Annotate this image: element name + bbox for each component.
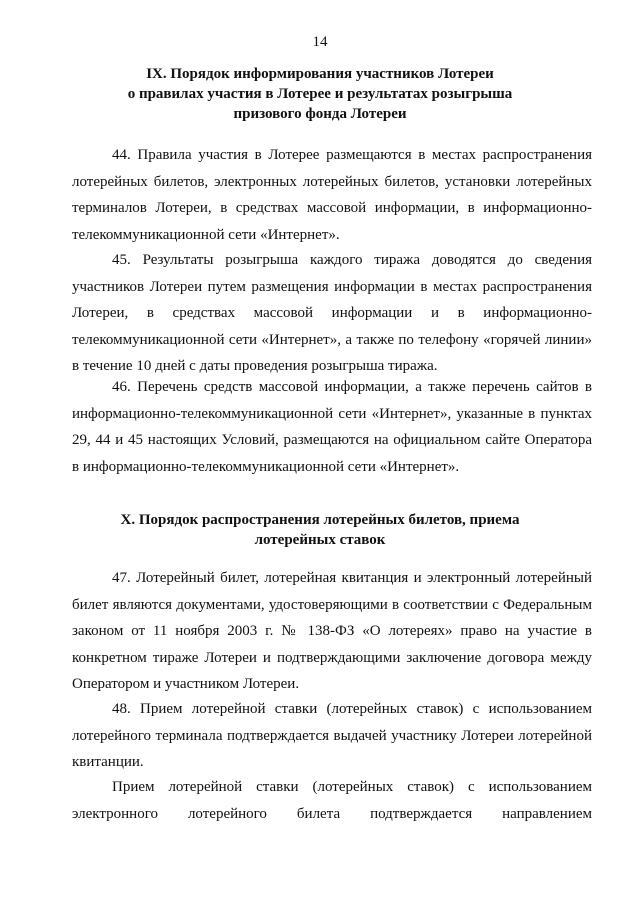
paragraph-48-continued: Прием лотерейной ставки (лотерейных ставок) с использованием электронного лотерейного билета подтверждается направлением [72,779,592,822]
section-ix-heading-line: призового фонда Лотереи [233,106,407,122]
paragraph-47: 47. Лотерейный билет, лотерейная квитанция и электронный лотерейный билет являются документами, удостоверяющими в соответствии с Федеральным законом от 11 ноября 2003 г. № 138-ФЗ «О лотереях» право на участие в конкретном тираже Лотереи и подтверждающими заключение договора между Оператором и участником Лотереи. [72,570,592,693]
section-ix-heading [60,64,580,124]
section-x-heading-line: X. Порядок распространения лотерейных билетов, приема [120,512,520,528]
paragraph-44: 44. Правила участия в Лотерее размещаются в местах распространения лотерейных билетов, электронных лотерейных билетов, установки лотерейных терминалов Лотереи, в средствах массовой информации, в информационно-телекоммуникационной сети «Интернет». [72,147,592,243]
section-ix-heading-line: о правилах участия в Лотерее и результатах розыгрыша [127,86,513,102]
paragraph-46: 46. Перечень средств массовой информации, а также перечень сайтов в информационно-телекоммуникационной сети «Интернет», указанные в пунктах 29, 44 и 45 настоящих Условий, размещаются на официальном сайте Оператора в информационно-телекоммуникационной сети «Интернет». [72,379,592,475]
paragraph-45: 45. Результаты розыгрыша каждого тиража доводятся до сведения участников Лотереи путем размещения информации в местах распространения Лотереи, в средствах массовой информации и в информационно-телекоммуникационной сети «Интернет», а также по телефону «горячей линии» в течение 10 дней с даты проведения розыгрыша тиража. [72,252,592,375]
section-x-heading-line: лотерейных ставок [254,532,386,548]
paragraph-48: 48. Прием лотерейной ставки (лотерейных ставок) с использованием лотерейного терминала подтверждается выдачей участнику Лотереи лотерейной квитанции. [72,701,592,771]
section-ix-heading-line: IX. Порядок информирования участников Лотереи [146,66,494,82]
section-x-heading [60,510,580,550]
page-number: 14 [312,34,328,50]
